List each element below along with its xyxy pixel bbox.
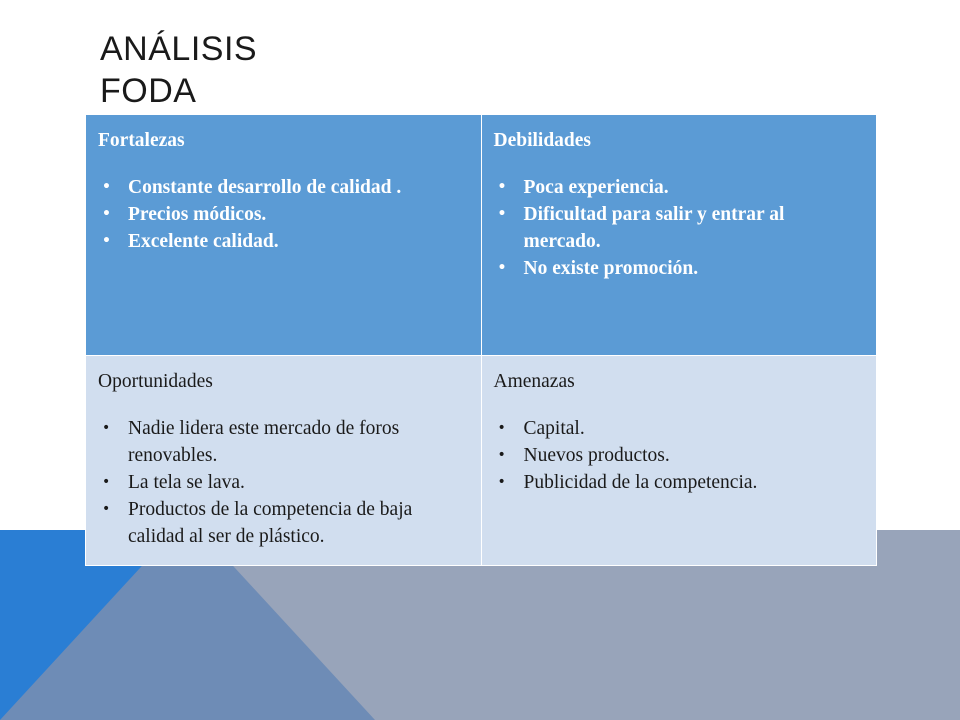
list-item: • Nadie lidera este mercado de foros renovables. bbox=[98, 415, 467, 469]
list-item: • Dificultad para salir y entrar al mercado. bbox=[494, 201, 863, 255]
amenazas-list bbox=[494, 415, 863, 496]
foda-table bbox=[85, 114, 877, 566]
list-item: • Productos de la competencia de baja calidad al ser de plástico. bbox=[98, 496, 467, 550]
oportunidades-list bbox=[98, 415, 467, 550]
fortalezas-list bbox=[98, 174, 467, 255]
fortalezas-heading: Fortalezas bbox=[98, 130, 185, 151]
list-item: • Capital. bbox=[494, 415, 863, 442]
list-item: • Precios módicos. bbox=[98, 201, 467, 228]
list-item: • Constante desarrollo de calidad . bbox=[98, 174, 467, 201]
list-item: • No existe promoción. bbox=[494, 255, 863, 282]
list-item: • Poca experiencia. bbox=[494, 174, 863, 201]
foda-row-external bbox=[86, 356, 877, 566]
list-item: • Nuevos productos. bbox=[494, 442, 863, 469]
slide-title bbox=[100, 28, 257, 112]
debilidades-list bbox=[494, 174, 863, 282]
debilidades-cell bbox=[481, 115, 877, 356]
list-item: • La tela se lava. bbox=[98, 469, 467, 496]
slide-title-line1: ANÁLISIS bbox=[100, 30, 258, 68]
list-item: • Excelente calidad. bbox=[98, 228, 467, 255]
oportunidades-heading: Oportunidades bbox=[98, 371, 213, 392]
foda-row-internal bbox=[86, 115, 877, 356]
oportunidades-cell bbox=[86, 356, 482, 566]
slide-title-line2: FODA bbox=[100, 72, 197, 110]
fortalezas-cell bbox=[86, 115, 482, 356]
amenazas-cell bbox=[481, 356, 877, 566]
list-item: • Publicidad de la competencia. bbox=[494, 469, 863, 496]
debilidades-heading: Debilidades bbox=[493, 130, 592, 151]
amenazas-heading: Amenazas bbox=[493, 371, 575, 392]
